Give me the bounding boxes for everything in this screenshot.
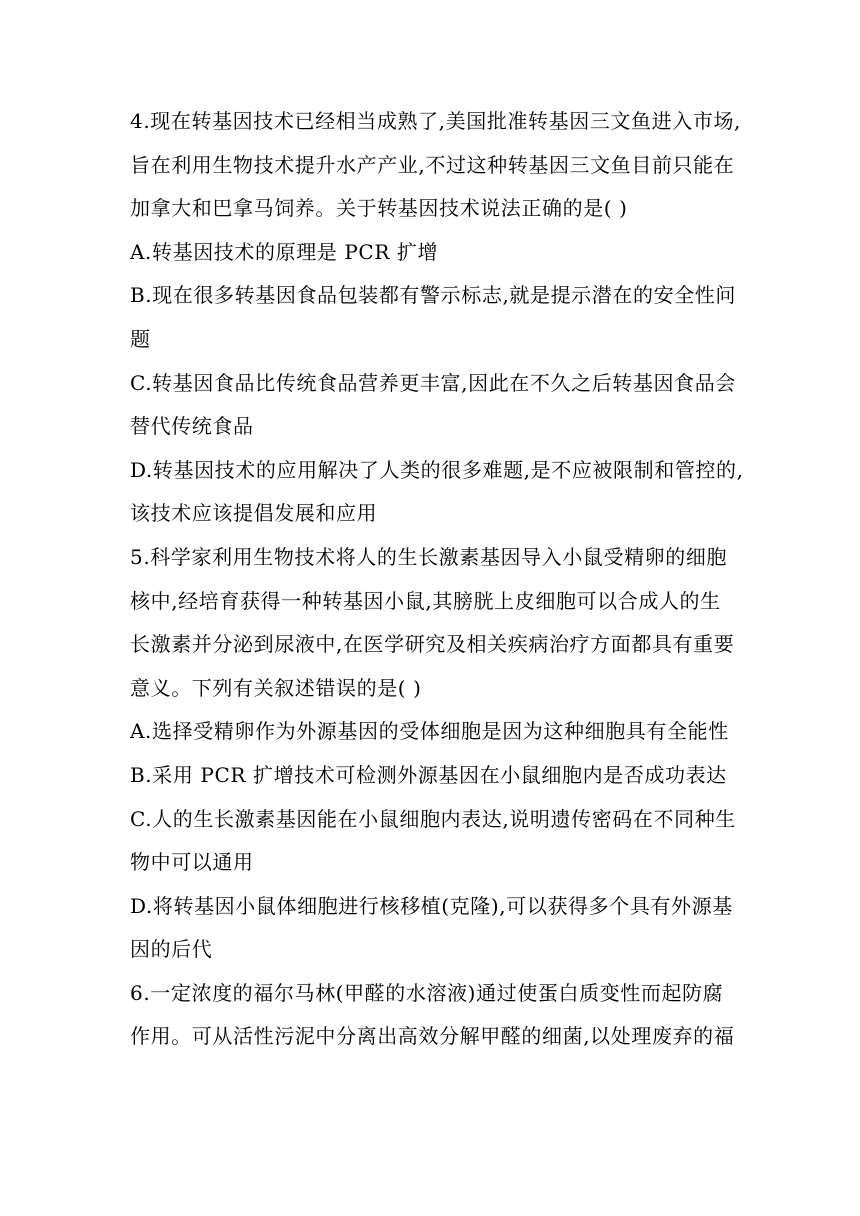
question-5-option-d-line-1: D.将转基因小鼠体细胞进行核移植(克隆),可以获得多个具有外源基 (130, 893, 733, 918)
question-4-option-d-line-2: 该技术应该提倡发展和应用 (130, 501, 378, 526)
question-5-option-c-line-1: C.人的生长激素基因能在小鼠细胞内表达,说明遗传密码在不同种生 (130, 806, 736, 831)
question-4-line-2: 旨在利用生物技术提升水产产业,不过这种转基因三文鱼目前只能在 (130, 152, 735, 177)
question-4-option-b-line-1: B.现在很多转基因食品包装都有警示标志,就是提示潜在的安全性问 (130, 283, 737, 308)
question-5-option-a: A.选择受精卵作为外源基因的受体细胞是因为这种细胞具有全能性 (130, 719, 729, 744)
question-5-line-1: 5.科学家利用生物技术将人的生长激素基因导入小鼠受精卵的细胞 (130, 544, 728, 569)
question-4-option-b-line-2: 题 (130, 326, 151, 351)
question-4-option-d-line-1: D.转基因技术的应用解决了人类的很多难题,是不应被限制和管控的, (130, 457, 744, 482)
question-5-line-4: 意义。下列有关叙述错误的是( ) (130, 675, 422, 700)
question-5-option-c-line-2: 物中可以通用 (130, 850, 254, 875)
question-4-option-c-line-2: 替代传统食品 (130, 414, 254, 439)
question-4-option-c-line-1: C.转基因食品比传统食品营养更丰富,因此在不久之后转基因食品会 (130, 370, 736, 395)
question-5-option-d-line-2: 因的后代 (130, 937, 213, 962)
document-page (130, 109, 744, 1068)
question-4-line-1: 4.现在转基因技术已经相当成熟了,美国批准转基因三文鱼进入市场, (130, 109, 741, 133)
question-5-line-3: 长激素并分泌到尿液中,在医学研究及相关疾病治疗方面都具有重要 (130, 632, 735, 657)
question-5-line-2: 核中,经培育获得一种转基因小鼠,其膀胱上皮细胞可以合成人的生 (130, 588, 721, 613)
question-5-option-b: B.采用 PCR 扩增技术可检测外源基因在小鼠细胞内是否成功表达 (130, 762, 727, 787)
question-6-line-2: 作用。可从活性污泥中分离出高效分解甲醛的细菌,以处理废弃的福 (130, 1024, 735, 1049)
question-6-line-1: 6.一定浓度的福尔马林(甲醛的水溶液)通过使蛋白质变性而起防腐 (130, 980, 724, 1005)
question-4-option-a: A.转基因技术的原理是 PCR 扩增 (130, 239, 439, 264)
question-4-line-3: 加拿大和巴拿马饲养。关于转基因技术说法正确的是( ) (130, 196, 628, 221)
